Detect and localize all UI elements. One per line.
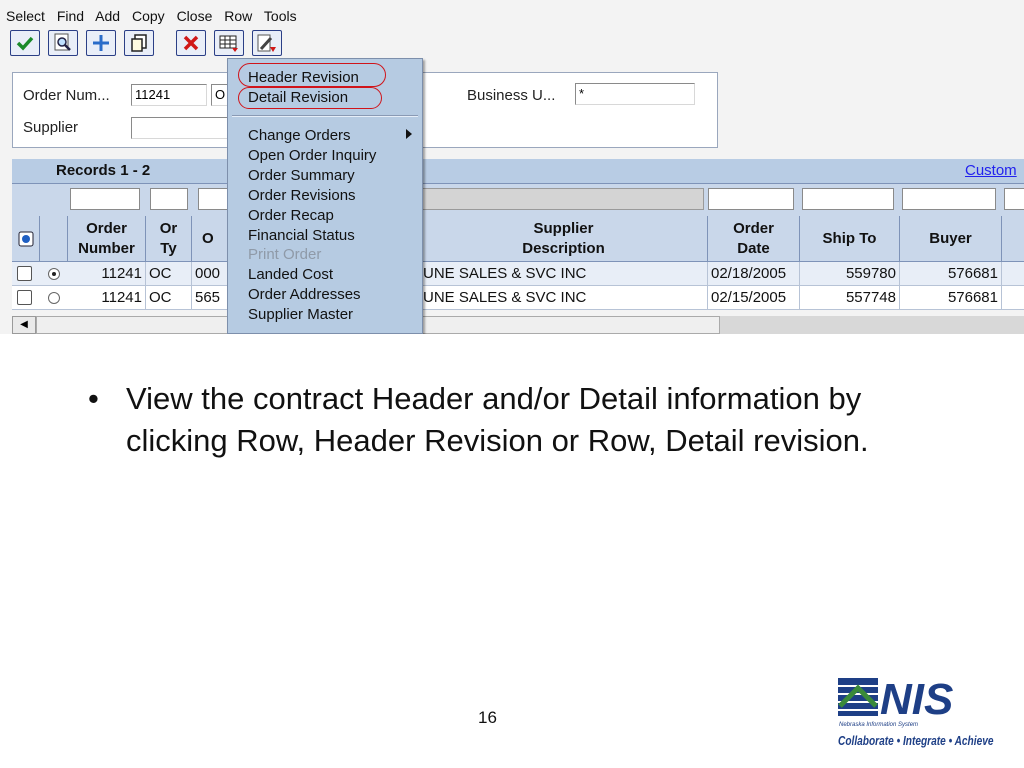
column-order-number[interactable]: Order Number: [68, 216, 146, 262]
cell-order-number: 11241: [68, 262, 146, 286]
application-screenshot: [0, 0, 1024, 334]
qbe-order-date[interactable]: [708, 188, 794, 210]
qbe-order-number[interactable]: [70, 188, 140, 210]
menu-labels: [6, 8, 305, 24]
tools-icon: [256, 33, 278, 53]
grid-title-bar: [12, 159, 1024, 184]
qbe-o[interactable]: [198, 188, 228, 210]
menu-select[interactable]: Select: [6, 8, 45, 24]
qbe-or-ty[interactable]: [150, 188, 188, 210]
query-by-example-row: [12, 184, 1024, 216]
row-icon: [218, 33, 240, 53]
supplier-input[interactable]: [131, 117, 231, 139]
column-o[interactable]: O: [192, 216, 232, 262]
row-radio[interactable]: [48, 292, 60, 304]
menu-add[interactable]: Add: [95, 8, 121, 24]
menu-item-financial-status[interactable]: Financial Status: [248, 227, 355, 244]
menu-bar: [0, 0, 1024, 58]
find-button[interactable]: [48, 30, 78, 56]
column-or-ty[interactable]: Or Ty: [146, 216, 192, 262]
scroll-left-icon[interactable]: ◀: [12, 316, 36, 334]
logo-subtitle: Nebraska Information System: [839, 722, 919, 728]
row-checkbox[interactable]: [17, 290, 32, 305]
qbe-extra[interactable]: [1004, 188, 1024, 210]
records-count: Records 1 - 2: [56, 162, 151, 179]
horizontal-scrollbar[interactable]: [12, 316, 1024, 334]
bullet-text: View the contract Header and/or Detail information by clicking Row, Header Revision or Row, Detail revision.: [126, 381, 869, 458]
cell-o: 565: [192, 286, 232, 310]
select-button[interactable]: [10, 30, 40, 56]
business-unit-input[interactable]: *: [575, 83, 695, 105]
row-context-menu: [227, 58, 423, 334]
grid-select-icon: [18, 231, 34, 247]
menu-row[interactable]: Row: [224, 8, 253, 24]
menu-item-change-orders[interactable]: Change Orders: [248, 127, 351, 144]
menu-item-order-summary[interactable]: Order Summary: [248, 167, 355, 184]
copy-button[interactable]: [124, 30, 154, 56]
table-row[interactable]: [12, 286, 1024, 310]
cell-supplier-description: UNE SALES & SVC INC: [420, 262, 708, 286]
check-icon: [15, 34, 35, 52]
add-icon: [91, 33, 111, 53]
qbe-ship-to[interactable]: [802, 188, 894, 210]
page-number: 16: [478, 708, 497, 727]
close-button[interactable]: [176, 30, 206, 56]
column-buyer[interactable]: Buyer: [900, 216, 1002, 262]
svg-text:NIS: NIS: [880, 676, 954, 724]
cell-ship-to: 557748: [800, 286, 900, 310]
bullet-dot: •: [88, 381, 99, 416]
table-row[interactable]: [12, 262, 1024, 286]
row-button[interactable]: [214, 30, 244, 56]
column-ship-to[interactable]: Ship To: [800, 216, 900, 262]
menu-item-detail-revision[interactable]: Detail Revision: [248, 89, 349, 106]
customize-link[interactable]: Custom: [965, 162, 1017, 179]
cell-o: 000: [192, 262, 232, 286]
add-button[interactable]: [86, 30, 116, 56]
menu-close[interactable]: Close: [176, 8, 213, 24]
menu-item-open-order-inquiry[interactable]: Open Order Inquiry: [248, 147, 377, 164]
cell-buyer: 576681: [900, 286, 1002, 310]
menu-find[interactable]: Find: [56, 8, 85, 24]
cell-order-date: 02/15/2005: [708, 286, 800, 310]
radio-column: [40, 216, 68, 262]
menu-item-supplier-master[interactable]: Supplier Master: [248, 306, 354, 323]
cell-or-ty: OC: [146, 262, 192, 286]
menu-tools[interactable]: Tools: [263, 8, 297, 24]
menu-item-order-recap[interactable]: Order Recap: [248, 207, 334, 224]
qbe-buyer[interactable]: [902, 188, 996, 210]
menu-separator: [232, 115, 418, 117]
menu-item-header-revision[interactable]: Header Revision: [248, 69, 359, 86]
menu-item-landed-cost[interactable]: Landed Cost: [248, 266, 334, 283]
find-icon: [53, 33, 73, 53]
toolbar: [10, 30, 282, 56]
submenu-arrow-icon: [406, 129, 412, 139]
row-checkbox[interactable]: [17, 266, 32, 281]
select-all-column[interactable]: [12, 216, 40, 262]
order-number-input[interactable]: 11241: [131, 84, 207, 106]
tools-button[interactable]: [252, 30, 282, 56]
order-type-input[interactable]: O: [211, 84, 231, 106]
menu-item-order-addresses[interactable]: Order Addresses: [248, 286, 361, 303]
cell-buyer: 576681: [900, 262, 1002, 286]
cell-order-number: 11241: [68, 286, 146, 310]
column-supplier-description[interactable]: Supplier Description: [420, 216, 708, 262]
column-order-date[interactable]: Order Date: [708, 216, 800, 262]
close-icon: [181, 33, 201, 53]
menu-copy[interactable]: Copy: [131, 8, 165, 24]
business-unit-label: Business U...: [467, 87, 556, 104]
row-radio[interactable]: [48, 268, 60, 280]
order-number-label: Order Num...: [23, 87, 110, 104]
qbe-supplier-description: [420, 188, 704, 210]
logo-tagline: Collaborate • Integrate • Achieve: [838, 733, 994, 748]
cell-supplier-description: UNE SALES & SVC INC: [420, 286, 708, 310]
copy-icon: [129, 33, 149, 53]
supplier-label: Supplier: [23, 119, 79, 136]
column-headers: [12, 216, 1024, 262]
cell-ship-to: 559780: [800, 262, 900, 286]
menu-item-print-order: Print Order: [248, 246, 322, 263]
cell-order-date: 02/18/2005: [708, 262, 800, 286]
menu-item-order-revisions[interactable]: Order Revisions: [248, 187, 356, 204]
cell-or-ty: OC: [146, 286, 192, 310]
